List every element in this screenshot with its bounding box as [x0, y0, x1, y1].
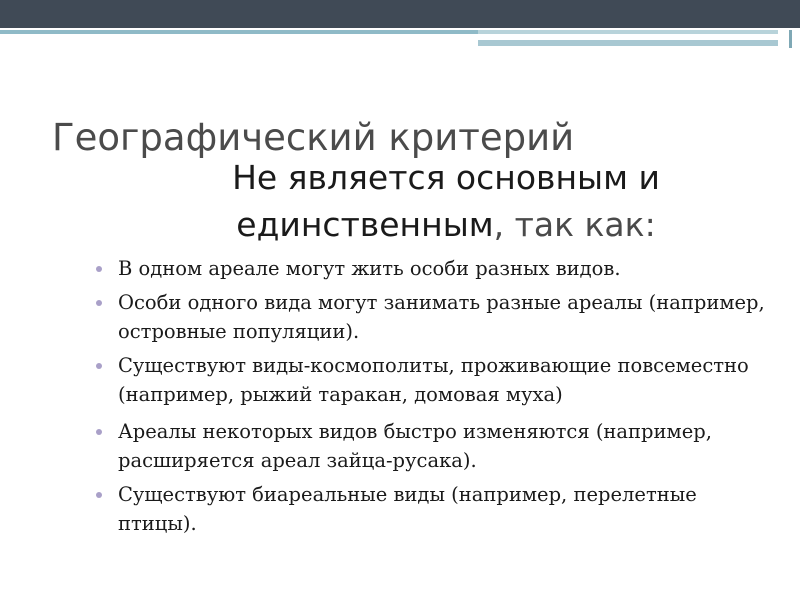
list-item-text: Особи одного вида могут занимать разные ареалы (например, островные популяции).	[118, 291, 765, 343]
list-item	[96, 480, 776, 538]
subtitle-main: Не является основным и единственным	[232, 158, 660, 244]
subtitle-tail: , так как:	[493, 205, 656, 244]
list-item	[96, 288, 776, 346]
corner-stripe	[789, 30, 792, 48]
bullet-icon	[96, 429, 102, 435]
header-bar	[0, 0, 800, 28]
slide-subtitle	[186, 154, 706, 248]
header-accent-lines	[0, 28, 800, 40]
list-item-text: Ареалы некоторых видов быстро изменяются (например, расширяется ареал зайца-русака).	[118, 420, 712, 472]
accent-line	[478, 40, 778, 46]
bullet-icon	[96, 492, 102, 498]
list-item-text: Существуют биареальные виды (например, перелетные птицы).	[118, 483, 697, 535]
bullet-icon	[96, 363, 102, 369]
slide-title: Географический критерий	[52, 116, 575, 159]
accent-line	[0, 30, 478, 34]
list-item	[96, 254, 776, 283]
bullet-icon	[96, 300, 102, 306]
list-item-text: Существуют виды-космополиты, проживающие повсеместно (например, рыжий таракан, домовая муха)	[118, 354, 749, 406]
bullet-icon	[96, 266, 102, 272]
bullet-list	[96, 254, 776, 543]
list-item	[96, 417, 776, 475]
list-item-text: В одном ареале могут жить особи разных видов.	[118, 257, 621, 280]
accent-line	[478, 30, 800, 34]
list-item	[96, 351, 776, 409]
